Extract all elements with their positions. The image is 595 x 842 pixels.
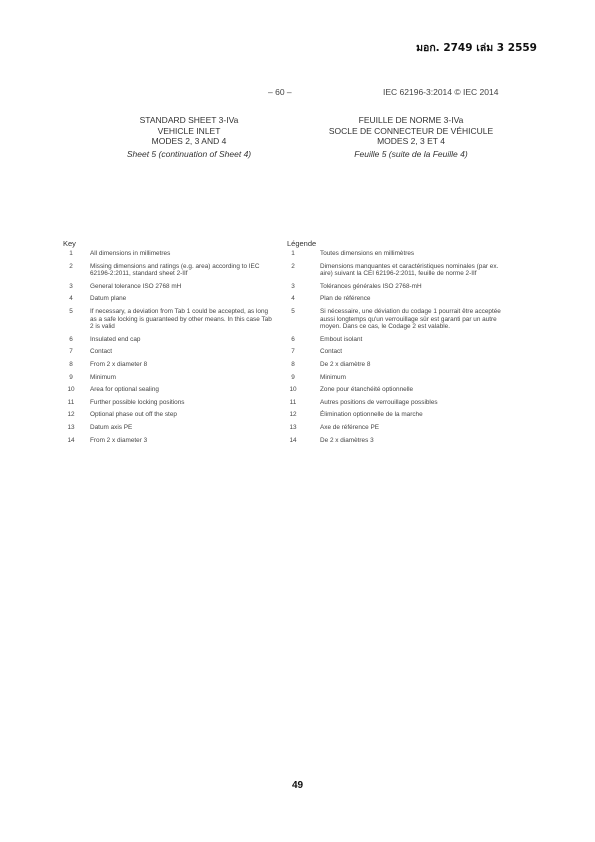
legend-text-en: From 2 x diameter 8 bbox=[90, 360, 148, 368]
legend-number-en: 1 bbox=[69, 250, 73, 257]
legend-number-en: 6 bbox=[69, 335, 73, 343]
legend-text-fr: Toutes dimensions en millimètres bbox=[320, 250, 415, 257]
legend-text-fr: De 2 x diamètre 8 bbox=[320, 360, 371, 368]
title-french bbox=[302, 115, 520, 159]
legend-number-en: 3 bbox=[69, 282, 73, 290]
legend-text-fr: Dimensions manquantes et caractéristiques nominales (par ex. aire) suivant la CEI 62196-2:2011, feuille de norme 2-IIf bbox=[320, 262, 499, 278]
legend-text-en: Further possible locking positions bbox=[90, 398, 185, 406]
legend-number-fr: 8 bbox=[291, 360, 295, 368]
legend-row bbox=[60, 386, 530, 394]
legend-number-en: 11 bbox=[67, 398, 75, 406]
thai-standard-reference: มอก. 2749 เล่ม 3 2559 bbox=[416, 42, 537, 54]
legend-row bbox=[60, 336, 530, 344]
title-fr-line2: SOCLE DE CONNECTEUR DE VÉHICULE bbox=[328, 125, 494, 136]
legend-number-en: 10 bbox=[67, 386, 75, 394]
legend-row bbox=[60, 399, 530, 407]
legend-text-en: Missing dimensions and ratings (e.g. area) according to IEC 62196-2:2011, standard sheet 2-IIf bbox=[90, 262, 260, 278]
legend-text-en: Insulated end cap bbox=[90, 335, 141, 343]
title-english bbox=[84, 115, 294, 159]
legend-number-fr: 2 bbox=[291, 262, 295, 270]
legend-number-fr: 13 bbox=[289, 423, 297, 431]
title-fr-line1: FEUILLE DE NORME 3-IVa bbox=[358, 115, 464, 125]
legend-row bbox=[60, 283, 530, 291]
key-heading-french: Légende bbox=[287, 239, 317, 248]
title-en-subtitle: Sheet 5 (continuation of Sheet 4) bbox=[126, 148, 252, 159]
legend-text-en: Area for optional sealing bbox=[90, 386, 159, 394]
legend-row bbox=[60, 424, 530, 432]
legend-number-en: 13 bbox=[67, 423, 75, 431]
legend-number-fr: 4 bbox=[291, 295, 295, 303]
folio-number: 49 bbox=[291, 780, 304, 791]
legend-number-en: 7 bbox=[69, 348, 73, 356]
legend-number-en: 9 bbox=[69, 373, 73, 381]
legend-row bbox=[60, 374, 530, 382]
legend-number-fr: 11 bbox=[289, 398, 297, 406]
legend-text-en: All dimensions in millimetres bbox=[90, 250, 171, 257]
legend-text-en: Datum plane bbox=[90, 295, 127, 303]
legend-number-fr: 10 bbox=[289, 386, 297, 394]
legend-text-fr: Embout isolant bbox=[320, 335, 363, 343]
title-fr-line3: MODES 2, 3 ET 4 bbox=[377, 136, 445, 146]
title-en-line2: VEHICLE INLET bbox=[157, 125, 221, 136]
legend-text-en: General tolerance ISO 2768 mH bbox=[90, 282, 182, 290]
key-heading-english: Key bbox=[63, 239, 76, 248]
legend-text-fr: Contact bbox=[320, 348, 343, 356]
legend-number-en: 4 bbox=[69, 295, 73, 303]
legend-row bbox=[60, 295, 530, 303]
legend-number-fr: 1 bbox=[291, 250, 295, 257]
legend-text-fr: Si nécessaire, une déviation du codage 1 pourrait être acceptée aussi longtemps qu'un verrouillage sûr est garanti par un autre moyen. Dans ce cas, le Codage 2 est valable. bbox=[320, 307, 501, 331]
legend-text-en: Optional phase out off the step bbox=[90, 411, 177, 419]
legend-row bbox=[60, 348, 530, 356]
page-number: – 60 – bbox=[268, 87, 292, 97]
legend-row bbox=[60, 361, 530, 369]
legend-row bbox=[60, 308, 530, 331]
iec-reference: IEC 62196-3:2014 © IEC 2014 bbox=[383, 87, 499, 97]
legend-text-fr: Plan de référence bbox=[320, 295, 371, 303]
title-en-line3: MODES 2, 3 AND 4 bbox=[151, 136, 227, 146]
legend-number-fr: 12 bbox=[289, 411, 297, 419]
legend-text-en: If necessary, a deviation from Tab 1 could be accepted, as long as a safe locking is guaranteed by other means. In this case Tab 2 is valid bbox=[90, 307, 272, 331]
legend-number-fr: 5 bbox=[291, 307, 295, 315]
legend-text-en: Datum axis PE bbox=[90, 423, 133, 431]
legend-text-fr: Minimum bbox=[320, 373, 346, 381]
title-en-line1: STANDARD SHEET 3-IVa bbox=[139, 115, 239, 125]
legend-number-en: 2 bbox=[69, 262, 73, 270]
legend-row bbox=[60, 250, 530, 258]
legend-number-fr: 9 bbox=[291, 373, 295, 381]
legend-text-fr: Élimination optionnelle de la marche bbox=[320, 411, 423, 419]
legend-text-en: From 2 x diameter 3 bbox=[90, 436, 148, 444]
legend-text-fr: De 2 x diamètres 3 bbox=[320, 436, 374, 444]
legend-row bbox=[60, 437, 530, 445]
legend-row bbox=[60, 263, 530, 278]
legend-text-fr: Tolérances générales ISO 2768-mH bbox=[320, 282, 422, 290]
legend-number-fr: 7 bbox=[291, 348, 295, 356]
legend-number-en: 5 bbox=[69, 307, 73, 315]
legend-text-en: Minimum bbox=[90, 373, 116, 381]
legend-number-en: 8 bbox=[69, 360, 73, 368]
legend-text-en: Contact bbox=[90, 348, 113, 356]
legend-number-fr: 3 bbox=[291, 282, 295, 290]
legend-text-fr: Zone pour étanchéité optionnelle bbox=[320, 386, 414, 394]
legend-number-fr: 14 bbox=[289, 436, 297, 444]
legend-table bbox=[60, 250, 530, 449]
legend-number-en: 12 bbox=[67, 411, 75, 419]
legend-row bbox=[60, 411, 530, 419]
legend-number-en: 14 bbox=[67, 436, 75, 444]
legend-text-fr: Autres positions de verrouillage possibles bbox=[320, 398, 438, 406]
legend-number-fr: 6 bbox=[291, 335, 295, 343]
title-fr-subtitle: Feuille 5 (suite de la Feuille 4) bbox=[354, 148, 468, 159]
legend-text-fr: Axe de référence PE bbox=[320, 423, 379, 431]
